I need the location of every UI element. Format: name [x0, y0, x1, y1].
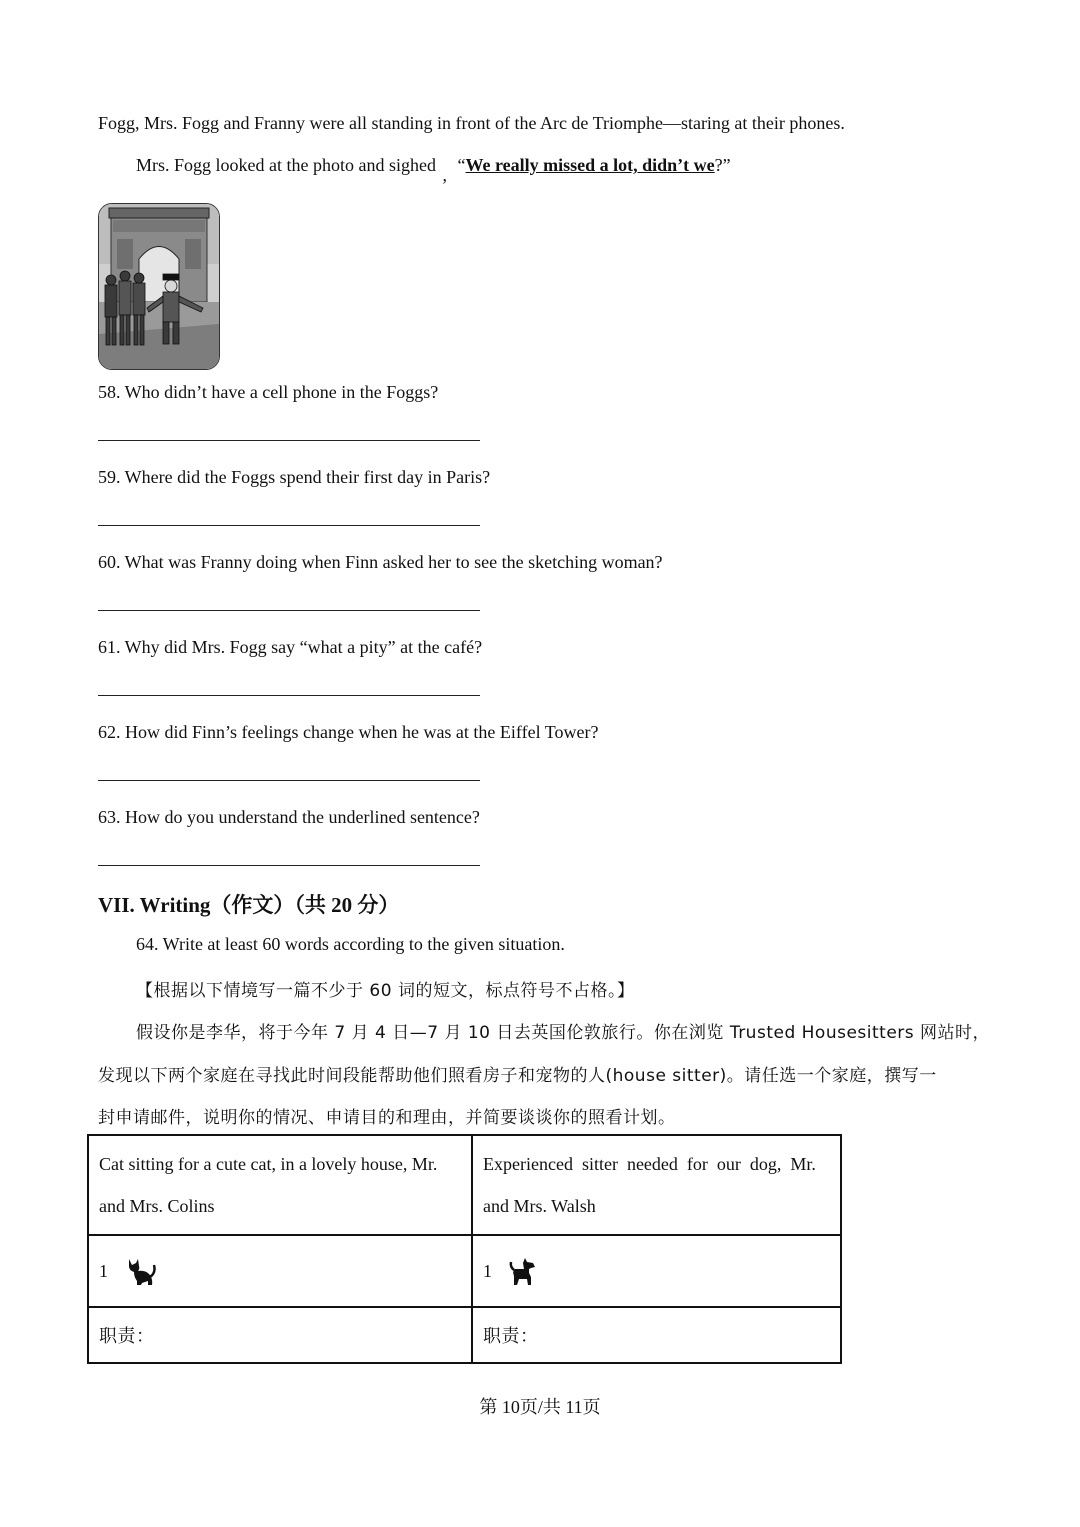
question-59: 59. Where did the Foggs spend their first day in Paris? — [98, 467, 491, 487]
section-heading: VII. Writing（作文）（共 20 分） — [98, 893, 400, 917]
cat-count: 1 — [99, 1260, 108, 1281]
situation-line-2: 发现以下两个家庭在寻找此时间段能帮助他们照看房子和宠物的人(house sitter)。请任选一个家庭，撰写一 — [98, 1066, 937, 1086]
cat-icon — [123, 1255, 157, 1287]
table-row-count — [88, 1235, 841, 1307]
writing-instruction: 【根据以下情境写一篇不少于 60 词的短文，标点符号不占格。】 — [136, 981, 635, 1001]
dog-icon — [507, 1255, 539, 1287]
page-number: 第 10页/共 11页 — [479, 1397, 601, 1417]
story-text: Mrs. Fogg looked at the photo and sighed — [136, 155, 436, 175]
colins-title-line-1: Cat sitting for a cute cat, in a lovely house, Mr. — [99, 1154, 438, 1174]
answer-line-62[interactable] — [98, 780, 480, 781]
colins-title-line-2: and Mrs. Colins — [99, 1196, 215, 1216]
colins-count-cell — [88, 1235, 472, 1307]
walsh-title-line-1: Experienced sitter needed for our dog, Mr. — [483, 1154, 816, 1174]
answer-line-63[interactable] — [98, 865, 480, 866]
question-63: 63. How do you understand the underlined sentence? — [98, 807, 480, 827]
question-62: 62. How did Finn’s feelings change when he was at the Eiffel Tower? — [98, 722, 599, 742]
arc-de-triomphe-illustration — [98, 203, 220, 370]
walsh-title-cell — [472, 1135, 841, 1235]
answer-line-60[interactable] — [98, 610, 480, 611]
answer-line-61[interactable] — [98, 695, 480, 696]
story-line-with-underlined-sentence — [136, 155, 731, 185]
question-61: 61. Why did Mrs. Fogg say “what a pity” at the café? — [98, 637, 483, 657]
colins-title-cell — [88, 1135, 472, 1235]
dog-count: 1 — [483, 1260, 492, 1281]
close-quote: ?” — [714, 155, 731, 175]
table-row-duties — [88, 1307, 841, 1363]
story-line: Fogg, Mrs. Fogg and Franny were all standing in front of the Arc de Triomphe—staring at their phones. — [98, 113, 845, 133]
walsh-duties-cell: 职责： — [472, 1307, 841, 1363]
question-60: 60. What was Franny doing when Finn asked her to see the sketching woman? — [98, 552, 663, 572]
table-row-title — [88, 1135, 841, 1235]
situation-line-3: 封申请邮件，说明你的情况、申请目的和理由，并简要谈谈你的照看计划。 — [98, 1108, 676, 1128]
open-quote: “ — [457, 155, 466, 175]
answer-line-58[interactable] — [98, 440, 480, 441]
comma: , — [442, 165, 447, 185]
walsh-count-cell — [472, 1235, 841, 1307]
colins-duties-cell: 职责： — [88, 1307, 472, 1363]
underlined-sentence: We really missed a lot, didn’t we — [465, 155, 715, 175]
family-at-arc-image — [99, 204, 219, 369]
question-58: 58. Who didn’t have a cell phone in the Foggs? — [98, 382, 439, 402]
situation-line-1: 假设你是李华，将于今年 7 月 4 日—7 月 10 日去英国伦敦旅行。你在浏览 Trusted Housesitters 网站时， — [136, 1023, 991, 1043]
walsh-title-line-2: and Mrs. Walsh — [483, 1196, 596, 1216]
family-options-table — [87, 1134, 842, 1364]
writing-task: 64. Write at least 60 words according to the given situation. — [136, 934, 565, 954]
answer-line-59[interactable] — [98, 525, 480, 526]
